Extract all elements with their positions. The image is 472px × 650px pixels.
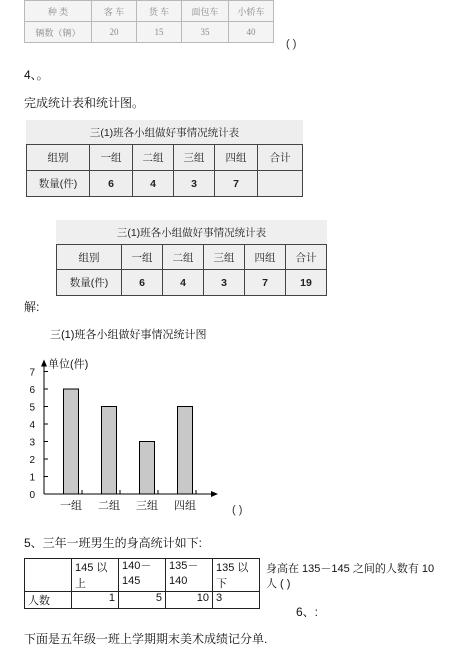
answer-header-total: 合计 — [286, 245, 327, 270]
y-axis-label: 单位(件) — [48, 358, 89, 371]
height-table-header-row — [25, 559, 260, 592]
x-axis-arrow-icon — [211, 491, 218, 497]
vehicle-header-van: 面包车 — [182, 1, 229, 22]
answer-table-header-row — [57, 245, 327, 270]
bar — [64, 389, 79, 494]
x-category-label: 三组 — [136, 500, 158, 512]
answer-value-g3: 3 — [204, 270, 245, 296]
y-tick-label: 2 — [29, 455, 35, 466]
answer-value-g4: 7 — [245, 270, 286, 296]
answer-value-total: 19 — [286, 270, 327, 296]
y-tick-label: 7 — [29, 367, 35, 379]
q6-text: 下面是五年级一班上学期期末美术成绩记分单. — [24, 632, 268, 646]
chart-answer-blank: ( ) — [232, 504, 243, 516]
q4-header-g1: 一组 — [90, 145, 133, 171]
answer-table-title: 三(1)班各小组做好事情况统计表 — [116, 226, 267, 239]
y-tick-label: 5 — [29, 402, 35, 414]
q4-value-g1: 6 — [90, 171, 133, 197]
q4-table-value-row — [27, 171, 303, 197]
bar — [178, 407, 193, 495]
q4-header-g3: 三组 — [174, 145, 215, 171]
vehicle-header-bus: 客 车 — [92, 1, 137, 22]
x-category-label: 一组 — [60, 500, 82, 512]
q4-number: 4、。 — [24, 68, 49, 82]
vehicle-header-type: 种 类 — [25, 1, 92, 22]
q5-text: 5、三年一班男生的身高统计如下: — [24, 536, 203, 550]
height-table — [24, 558, 260, 609]
vehicle-count-car: 40 — [229, 22, 274, 43]
q5-statement-line2: 人 ( ) — [266, 578, 291, 590]
q4-instruction: 完成统计表和统计图。 — [24, 96, 145, 110]
bar-chart — [20, 344, 260, 516]
q4-value-g4: 7 — [215, 171, 258, 197]
answer-value-g1: 6 — [122, 270, 163, 296]
height-count-below135: 3 — [213, 592, 260, 609]
answer-header-group: 组别 — [57, 245, 122, 270]
y-tick-label: 1 — [29, 472, 35, 484]
x-category-label: 二组 — [98, 500, 120, 512]
q4-value-g3: 3 — [174, 171, 215, 197]
vehicle-header-car: 小轿车 — [229, 1, 274, 22]
y-tick-label: 4 — [29, 420, 35, 431]
q4-header-group: 组别 — [27, 145, 90, 171]
answer-row-label: 数量(件) — [57, 270, 122, 296]
answer-stat-table — [56, 220, 327, 296]
vehicle-header-truck: 货 车 — [137, 1, 182, 22]
q3-answer-blank: ( ) — [286, 38, 297, 50]
height-count-140-145: 5 — [119, 592, 166, 609]
q4-value-total — [258, 171, 303, 197]
bar — [102, 407, 117, 495]
height-header-below135: 135 以下 — [213, 559, 260, 592]
height-header-blank — [25, 559, 72, 592]
q4-table-title: 三(1)班各小组做好事情况统计表 — [89, 126, 240, 139]
height-header-above145: 145 以上 — [72, 559, 119, 592]
answer-table-value-row — [57, 270, 327, 296]
vehicle-count-truck: 15 — [137, 22, 182, 43]
answer-header-g1: 一组 — [122, 245, 163, 270]
vehicle-count-label: 辆数（辆） — [25, 22, 92, 43]
answer-value-g2: 4 — [163, 270, 204, 296]
q4-stat-table — [26, 120, 303, 197]
q4-header-g2: 二组 — [133, 145, 174, 171]
answer-header-g3: 三组 — [204, 245, 245, 270]
height-row-label: 人数 — [25, 592, 72, 609]
vehicle-count-van: 35 — [182, 22, 229, 43]
vehicle-table-count-row — [25, 22, 274, 43]
height-table-count-row — [25, 592, 260, 609]
q5-statement-line1: 身高在 135－145 之间的人数有 10 — [266, 563, 435, 575]
height-count-135-140: 10 — [166, 592, 213, 609]
q4-value-g2: 4 — [133, 171, 174, 197]
vehicle-count-bus: 20 — [92, 22, 137, 43]
height-header-135-140: 135－140 — [166, 559, 213, 592]
q4-header-g4: 四组 — [215, 145, 258, 171]
x-category-label: 四组 — [174, 500, 196, 512]
vehicle-table — [24, 0, 274, 43]
y-tick-label: 6 — [29, 385, 35, 396]
q6-number: 6、: — [296, 605, 319, 619]
q4-row-label: 数量(件) — [27, 171, 90, 197]
chart-title: 三(1)班各小组做好事情况统计图 — [50, 329, 207, 341]
answer-header-g4: 四组 — [245, 245, 286, 270]
y-axis-arrow-icon — [41, 360, 47, 367]
y-tick-label: 0 — [29, 490, 35, 501]
vehicle-table-header-row — [25, 1, 274, 22]
y-tick-label: 3 — [29, 437, 35, 449]
solution-label: 解: — [24, 300, 40, 314]
bar — [140, 442, 155, 495]
height-header-140-145: 140－145 — [119, 559, 166, 592]
answer-header-g2: 二组 — [163, 245, 204, 270]
q4-header-total: 合计 — [258, 145, 303, 171]
height-count-above145: 1 — [72, 592, 119, 609]
q4-table-header-row — [27, 145, 303, 171]
